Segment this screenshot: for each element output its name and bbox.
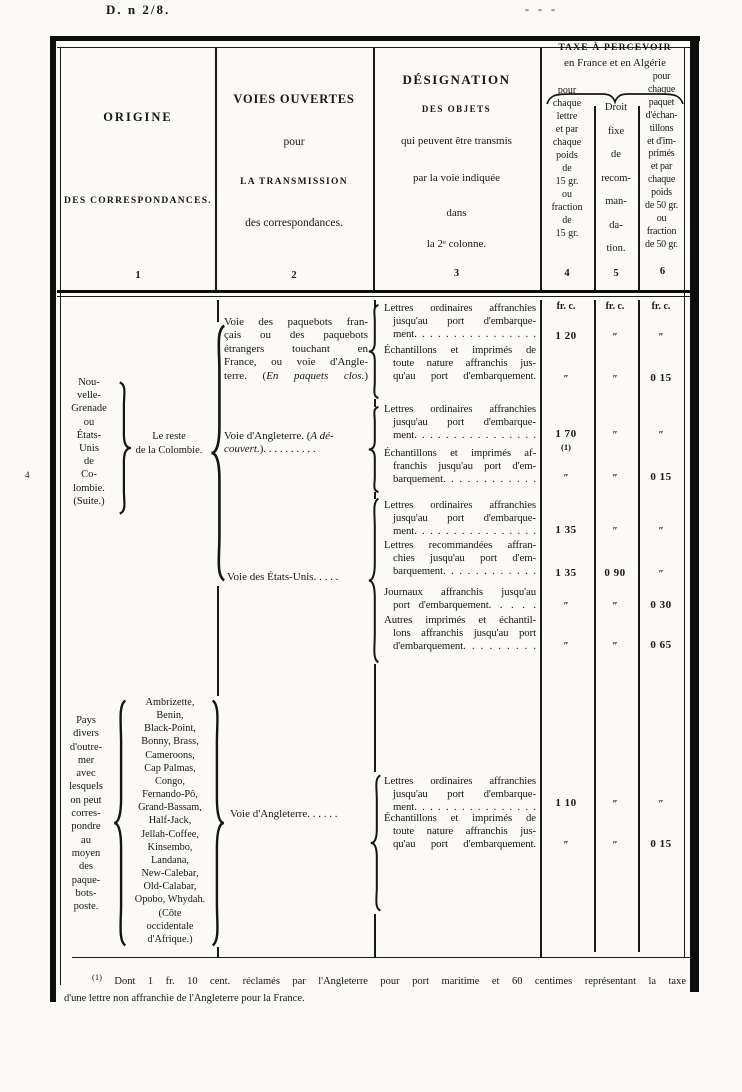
margin-mark: 4 [25, 470, 30, 480]
origin-reste-colombie: Le reste de la Colombie. [135, 431, 203, 456]
col3-line5: dans [446, 207, 467, 219]
tariff-value: 1 35 [555, 567, 577, 579]
currency-col4: fr. c. [556, 301, 576, 312]
tax-subtitle: en France et en Algérie [563, 57, 666, 69]
col3-number: 3 [453, 268, 460, 279]
table-border-top [50, 36, 700, 41]
col4-header-lines: pour chaque lettre et par chaque poids de 15 gr. ou fraction de 15 gr. [551, 85, 583, 239]
col3-line1: DÉSIGNATION [402, 72, 511, 87]
tariff-value: 0 90 [604, 567, 626, 579]
brace-left-icon [367, 304, 379, 399]
ditto-mark: ″ [658, 332, 664, 343]
footnote-ref: (1) [561, 442, 571, 452]
ditto-mark: ″ [563, 473, 569, 484]
ditto-mark: ″ [612, 374, 618, 385]
ditto-mark: ″ [658, 526, 664, 537]
col3-line3: qui peuvent être transmis [401, 135, 512, 147]
table-border-right [690, 36, 699, 992]
ditto-mark: ″ [612, 430, 618, 441]
designation-row: Autres imprimés et échantil- lons affranchis jusqu'au port d'embarquement. . . . . . . . . [384, 614, 536, 652]
col3-line4: par la voie indiquée [412, 172, 501, 184]
tariff-value: 0 15 [650, 471, 672, 483]
designation-row: Échantillons et imprimés af- franchis jusqu'au port d'em- barquement. . . . . . . . . . . . [384, 447, 536, 485]
page-dashes: - - - [525, 2, 558, 16]
body-divider-1a [217, 300, 219, 322]
ditto-mark: ″ [563, 374, 569, 385]
header-rule-thin [57, 296, 690, 298]
brace-left-icon [209, 323, 225, 583]
col3-line2: DES OBJETS [421, 104, 492, 114]
col4-number: 4 [564, 268, 570, 279]
col2-line4: des correspondances. [245, 217, 343, 229]
col2-number: 2 [291, 270, 297, 281]
ditto-mark: ″ [563, 601, 569, 612]
tariff-value: 0 15 [650, 372, 672, 384]
tariff-value: 1 35 [555, 524, 577, 536]
col2-line3: LA TRANSMISSION [240, 177, 348, 187]
table-border-left [50, 36, 56, 1002]
header-divider-1 [215, 48, 217, 290]
ditto-mark: ″ [612, 641, 618, 652]
route-etats-unis: Voie des États-Unis. . . . . [227, 571, 339, 583]
brace-left-icon [367, 406, 379, 493]
tariff-value: 0 30 [650, 599, 672, 611]
body-divider-4 [594, 300, 596, 952]
route-paquebots: Voie des paquebots fran- çais ou des paquebots étrangers touchant en France, ou voie d'Angle- terre. (En paquets clos.) [224, 316, 368, 382]
route-angleterre-decouvert: Voie d'Angleterre. (A dé- couvert.). . . . . . . . . . [224, 430, 334, 456]
designation-row: Lettres ordinaires affranchies jusqu'au port d'embarque- ment. . . . . . . . . . . . . . . . [384, 499, 536, 537]
currency-col5: fr. c. [605, 301, 625, 312]
route-angleterre: Voie d'Angleterre. . . . . . [230, 808, 338, 820]
brace-right-icon [212, 698, 226, 948]
body-divider-5 [638, 300, 640, 952]
ditto-mark: ″ [658, 799, 664, 810]
tariff-value: 1 70 [555, 428, 577, 440]
currency-col6: fr. c. [651, 301, 671, 312]
ditto-mark: ″ [612, 332, 618, 343]
designation-row: Lettres ordinaires affranchies jusqu'au port d'embarque- ment. . . . . . . . . . . . . . . . [384, 302, 536, 340]
body-divider-1b [217, 586, 219, 696]
page-mark: D. n 2/8. [106, 2, 171, 17]
footnote-text-line2: d'une lettre non affranchie de l'Angleterre pour la France. [64, 993, 305, 1004]
ditto-mark: ″ [612, 799, 618, 810]
brace-left-icon [369, 774, 381, 912]
col2-line1: VOIES OUVERTES [233, 92, 355, 106]
ditto-mark: ″ [563, 840, 569, 851]
designation-row: Échantillons et imprimés de toute nature affranchis jus- qu'au port d'embarquement. [384, 812, 536, 850]
tariff-value: 1 20 [555, 330, 577, 342]
ditto-mark: ″ [658, 569, 664, 580]
brace-left-icon [367, 497, 379, 664]
body-divider-1c [217, 947, 219, 958]
designation-row: Échantillons et imprimés de toute nature affranchis jus- qu'au port d'embarquement. [384, 344, 536, 382]
ditto-mark: ″ [563, 641, 569, 652]
col6-header-lines: pour chaque paquet d'échan- tillons et d'im- primés et par chaque poids de 50 gr. ou fraction de 50 gr. [645, 71, 678, 250]
tax-title: TAXE À PERCEVOIR [558, 43, 672, 53]
country-list: Ambrizette, Benin, Black-Point, Bonny, Brass, Cameroons, Cap Palmas, Congo, Fernando-Pô, Grand-Bassam, Half-Jack, Jellah-Coffee, Kinsembo, Landana, New-Calebar, Old-Calabar, Opobo, Whydah. (Côte occidentale d'Afrique.) [134, 697, 206, 945]
ditto-mark: ″ [612, 526, 618, 537]
ditto-mark: ″ [612, 601, 618, 612]
body-divider-3 [540, 300, 542, 957]
col2-line2: pour [283, 136, 305, 148]
origin-nouvelle-grenade: Nou- velle- Grenade ou États- Unis de Co- lombie. (Suite.) [71, 377, 107, 507]
col1-title: ORIGINE [103, 110, 173, 124]
col6-number: 6 [659, 266, 666, 277]
designation-row: Lettres ordinaires affranchies jusqu'au port d'embarque- ment. . . . . . . . . . . . . . . . [384, 775, 536, 813]
footnote-text-line1: Dont 1 fr. 10 cent. réclamés par l'Angleterre pour port maritime et 60 centimes représentant la taxe [114, 976, 686, 987]
origin-pays-divers: Pays divers d'outre- mer avec lesquels on peut corres- pondre au moyen des paque- bots- poste. [69, 715, 103, 913]
designation-row: Journaux affranchis jusqu'au port d'embarquement. . . . . [384, 586, 536, 611]
tariff-value: 1 10 [555, 797, 577, 809]
designation-row: Lettres recommandées affran- chies jusqu'au port d'em- barquement. . . . . . . . . . . . [384, 539, 536, 577]
ditto-mark: ″ [612, 473, 618, 484]
col1-subtitle: DES CORRESPONDANCES. [64, 196, 212, 206]
ditto-mark: ″ [612, 840, 618, 851]
header-rule-thick [57, 290, 690, 293]
footnote-marker: (1) [92, 972, 102, 982]
col3-line6: la 2ᵉ colonne. [426, 238, 487, 250]
body-divider-2e [374, 914, 376, 957]
col5-number: 5 [613, 268, 619, 279]
col5-header-lines: Droit fixe de recom- man- da- tion. [601, 102, 631, 254]
designation-row: Lettres ordinaires affranchies jusqu'au port d'embarque- ment. . . . . . . . . . . . . . . . [384, 403, 536, 441]
tariff-value: 0 15 [650, 838, 672, 850]
tariff-value: 0 65 [650, 639, 672, 651]
col1-number: 1 [135, 270, 141, 281]
body-divider-2d [374, 664, 376, 772]
footnote-rule [72, 957, 690, 958]
footnote [64, 969, 686, 1007]
brace-left-icon [112, 698, 126, 948]
ditto-mark: ″ [658, 430, 664, 441]
